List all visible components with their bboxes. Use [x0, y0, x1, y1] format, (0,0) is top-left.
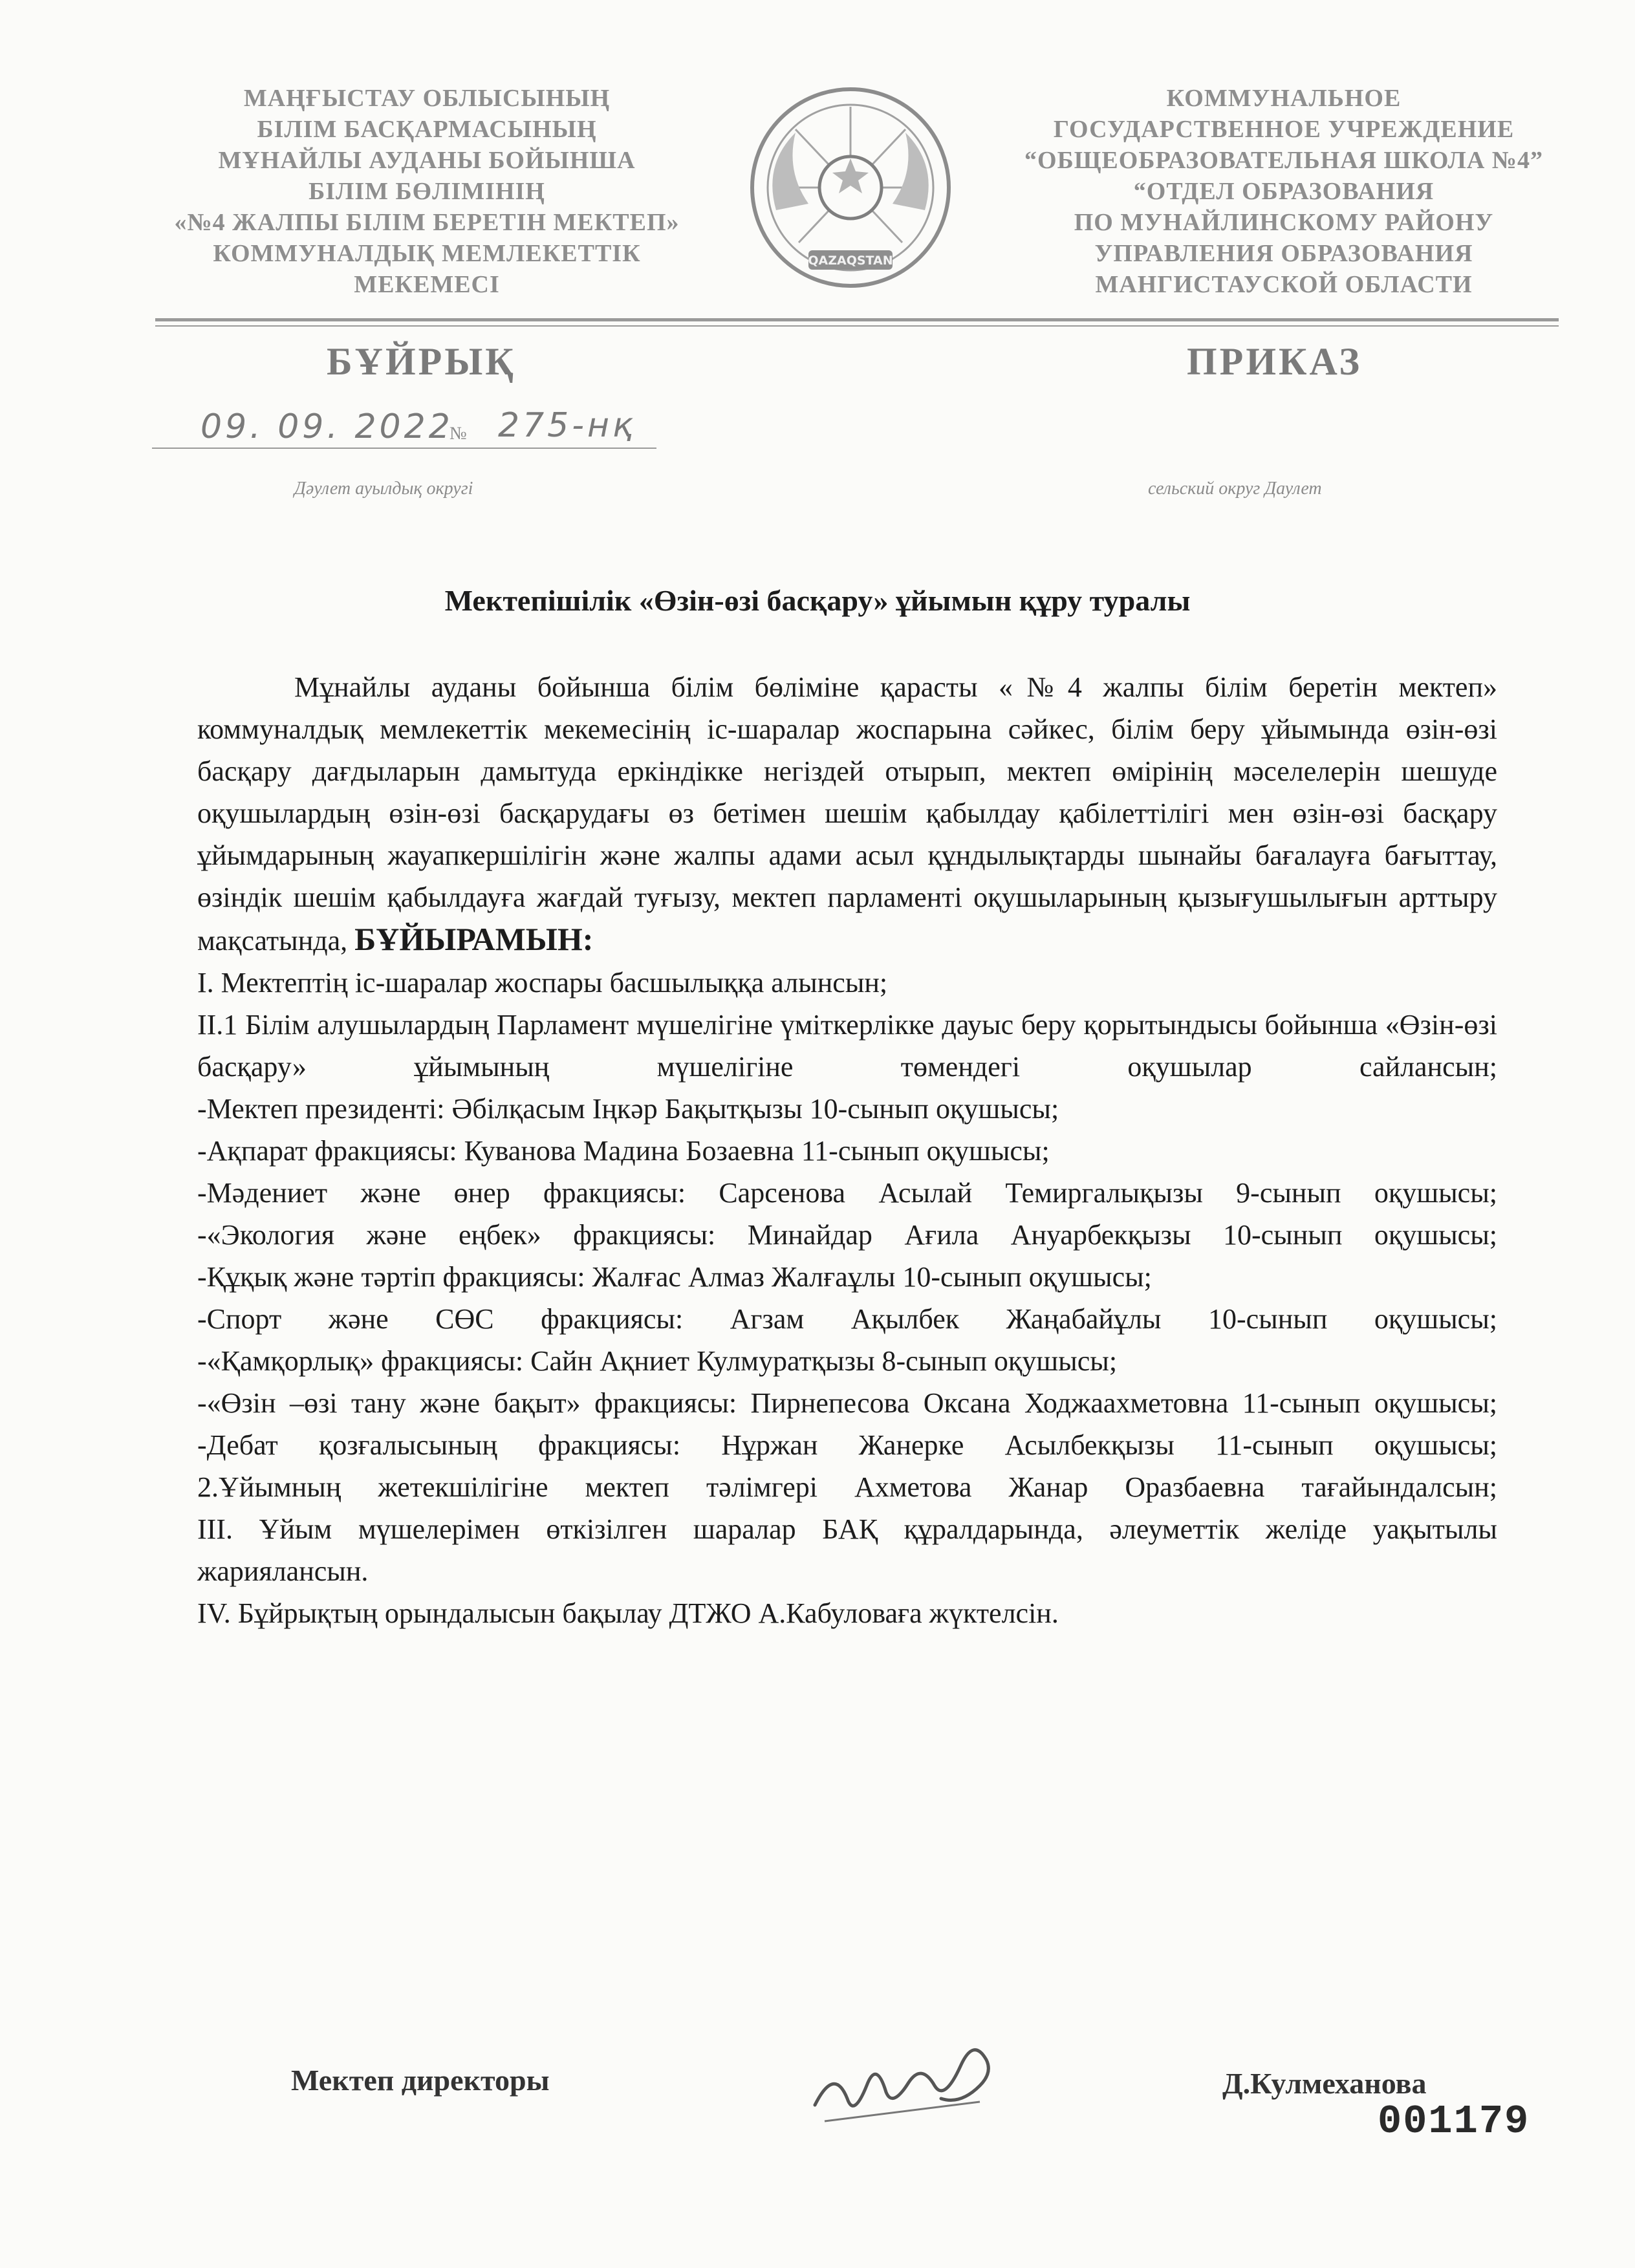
header-kz-block [146, 83, 708, 300]
header-ru-line: КОММУНАЛЬНОЕ [1166, 85, 1402, 112]
document-title: Мектепішілік «Өзін-өзі басқару» ұйымын құру туралы [444, 584, 1191, 617]
handwritten-signature-icon [802, 2034, 1035, 2137]
list-item: IV. Бұйрықтың орындалысын бақылау ДТЖО А.Кабуловаға жүктелсін. [197, 1597, 1059, 1629]
header-kz-line: БІЛІМ БӨЛІМІНІҢ [309, 178, 545, 205]
header-kz-line: МЕКЕМЕСІ [354, 271, 500, 298]
header-kz-line: МҰНАЙЛЫ АУДАНЫ БОЙЫНША [218, 147, 636, 174]
order-number-sign: № [449, 424, 467, 444]
list-item: -Ақпарат фракциясы: Куванова Мадина Бозаевна 11-сынып оқушысы; [197, 1135, 1050, 1167]
list-item: -«Қамқорлық» фракциясы: Сайн Ақниет Кулмуратқызы 8-сынып оқушысы; [197, 1345, 1118, 1377]
signatory-name: Д.Кулмеханова [1222, 2067, 1427, 2100]
list-item: -Дебат қозғалысының фракциясы: Нұржан Жанерке Асылбекқызы 11-сынып оқушысы; [197, 1429, 1497, 1461]
header-ru-line: “ОТДЕЛ ОБРАЗОВАНИЯ [1133, 178, 1435, 205]
header-divider-thin [155, 325, 1559, 327]
document-body [197, 666, 1497, 1634]
header-ru-line: ГОСУДАРСТВЕННОЕ УЧРЕЖДЕНИЕ [1053, 116, 1515, 143]
preamble-text: Мұнайлы ауданы бойынша білім бөліміне қарасты «№4 жалпы білім беретін мектеп» коммуналдық мемлекеттік мекемесінің іс-шаралар жоспарына сәйкес, білім беру ұйымында өзін-өзі басқару дағдыларын дамытуда еркіндікке негіздей отырып, мектеп өмірінің мәселелерін шешуде оқушылардың өзін-өзі басқарудағы өз бетімен шешім қабылдау қабілеттілігі мен өзін-өзі басқару ұйымдарының жауапкершілігін және жалпы адами асыл құндылықтарды шынайы бағалауға бағыттау, өзіндік шешім қабылдауға жағдай туғызу, мектеп парламенті оқушыларының қызығушылығын арттыру мақсатында, [197, 671, 1497, 956]
header-ru-line: ПО МУНАЙЛИНСКОМУ РАЙОНУ [1074, 209, 1494, 236]
list-item: -Мектеп президенті: Әбілқасым Іңкәр Бақытқызы 10-сынып оқушысы; [197, 1093, 1059, 1125]
place-kz: Дәулет ауылдық округі [294, 479, 473, 499]
preamble-paragraph [197, 666, 1497, 962]
list-item: -Мәдениет және өнер фракциясы: Сарсенова Асылай Темиргалықызы 9-сынып оқушысы; [197, 1177, 1497, 1209]
header-ru-line: МАНГИСТАУСКОЙ ОБЛАСТИ [1095, 271, 1473, 298]
header-divider [155, 318, 1559, 321]
header-kz-line: БІЛІМ БАСҚАРМАСЫНЫҢ [257, 116, 597, 143]
list-item: -«Өзін –өзі тану және бақыт» фракциясы: Пирнепесова Оксана Ходжаахметовна 11-сынып оқушысы; [197, 1387, 1497, 1419]
list-item: -Құқық және тәртіп фракциясы: Жалғас Алмаз Жалғаұлы 10-сынып оқушысы; [197, 1261, 1152, 1293]
header-ru-line: “ОБЩЕОБРАЗОВАТЕЛЬНАЯ ШКОЛА №4” [1024, 147, 1543, 174]
order-label-ru: ПРИКАЗ [1187, 340, 1363, 383]
svg-text:QAZAQSTAN: QAZAQSTAN [808, 254, 893, 268]
serial-number: 001179 [1378, 2099, 1530, 2144]
date-underline [152, 448, 656, 449]
order-word: БҰЙЫРАМЫН: [354, 921, 594, 957]
order-date: 09. 09. 2022 [200, 407, 453, 446]
list-item: II.1 Білім алушылардың Парламент мүшелігіне үміткерлікке дауыс беру қорытындысы бойынша «Өзін-өзі басқару» ұйымының мүшелігіне төмендегі оқушылар сайлансын; [197, 1009, 1497, 1083]
header-kz-line: КОММУНАЛДЫҚ МЕМЛЕКЕТТІК [213, 240, 641, 267]
state-emblem-icon [731, 81, 970, 294]
list-item: III. Ұйым мүшелерімен өткізілген шаралар БАҚ құралдарында, әлеуметтік желіде уақытылы жариялансын. [197, 1513, 1497, 1587]
list-item: -«Экология және еңбек» фракциясы: Минайдар Ағила Ануарбекқызы 10-сынып оқушысы; [197, 1219, 1497, 1251]
header-ru-line: УПРАВЛЕНИЯ ОБРАЗОВАНИЯ [1094, 240, 1473, 267]
signatory-title: Мектеп директоры [291, 2064, 550, 2097]
header-kz-line: «№4 ЖАЛПЫ БІЛІМ БЕРЕТІН МЕКТЕП» [174, 209, 680, 236]
list-item: I. Мектептің іс-шаралар жоспары басшылыққа алынсын; [197, 967, 888, 999]
header-ru-block [996, 83, 1572, 300]
place-ru: сельский округ Даулет [1148, 479, 1322, 499]
order-label-kz: БҰЙРЫҚ [327, 340, 516, 383]
list-item: -Спорт және СӨС фракциясы: Агзам Ақылбек Жаңабайұлы 10-сынып оқушысы; [197, 1303, 1497, 1335]
order-number: 275-нқ [498, 406, 636, 445]
list-item: 2.Ұйымның жетекшілігіне мектеп тәлімгері Ахметова Жанар Оразбаевна тағайындалсын; [197, 1471, 1497, 1503]
header-kz-line: МАҢҒЫСТАУ ОБЛЫСЫНЫҢ [243, 85, 611, 112]
